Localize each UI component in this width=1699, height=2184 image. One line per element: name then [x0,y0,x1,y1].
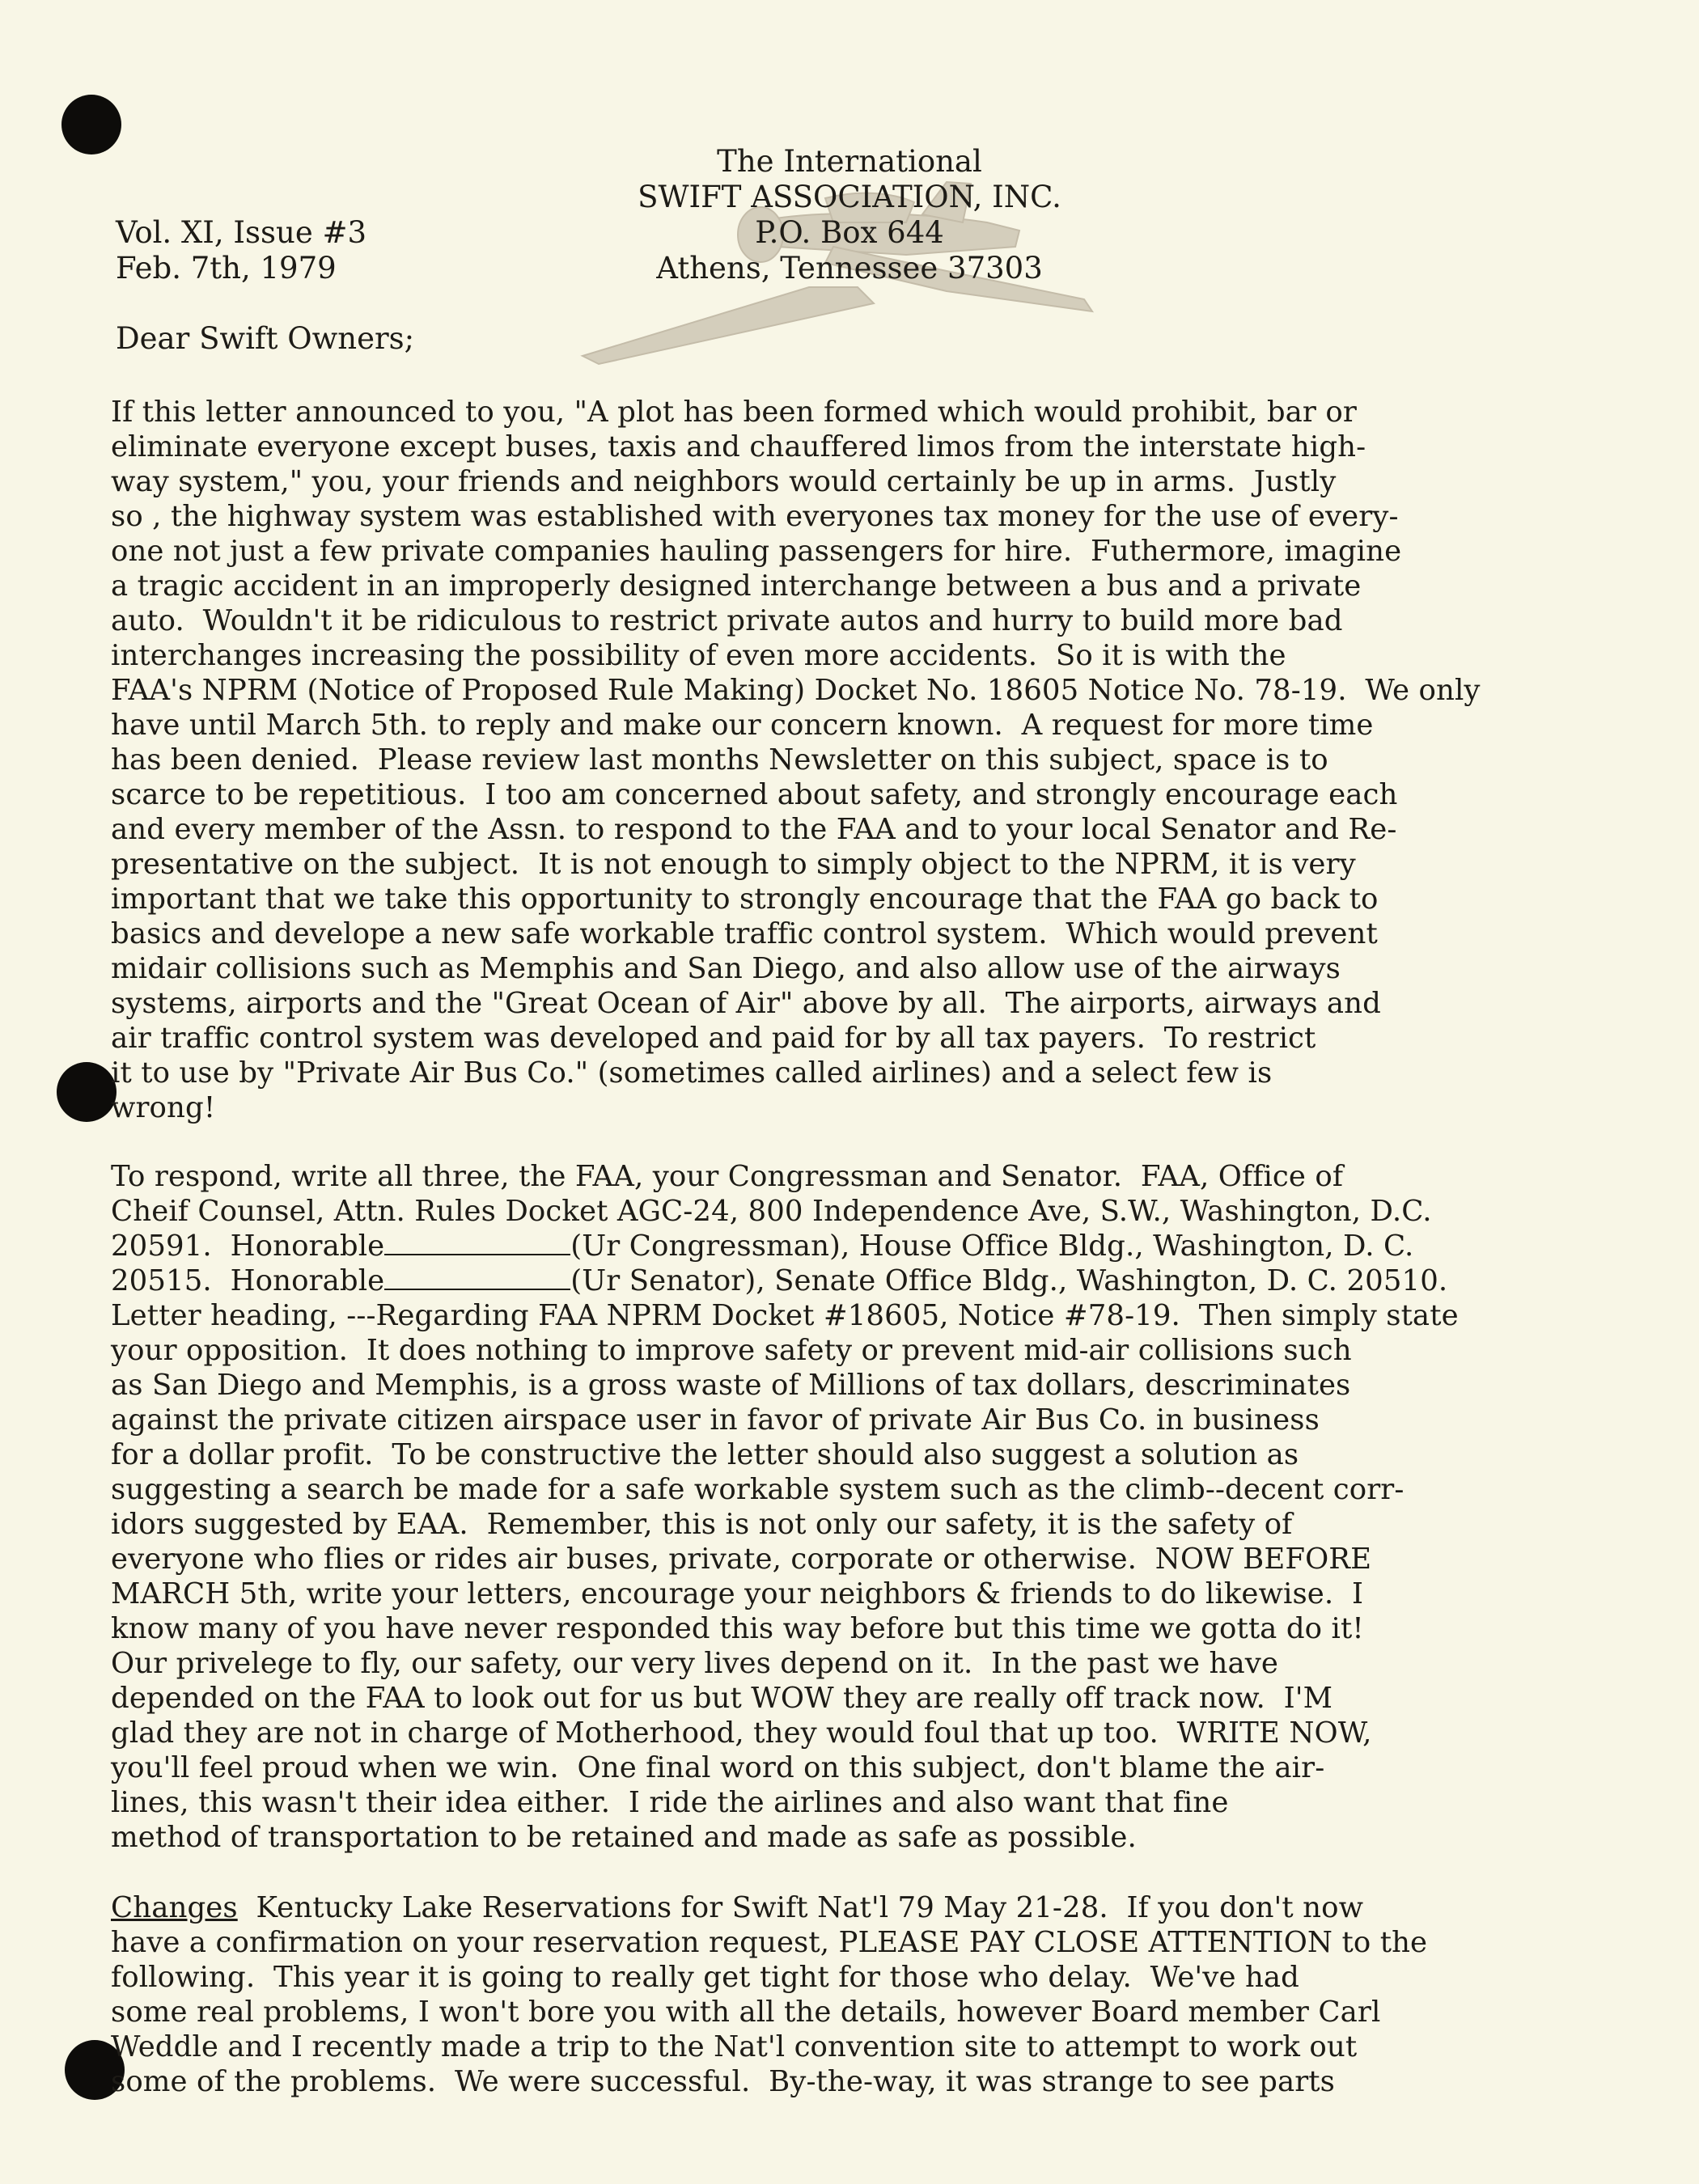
text-line: it to use by "Private Air Bus Co." (sometimes called airlines) and a select few is [111,1056,1273,1090]
masthead-line-3: P.O. Box 644 [755,215,944,250]
text-line: auto. Wouldn't it be ridiculous to restrict private autos and hurry to build more bad [111,604,1343,637]
text-line: Cheif Counsel, Attn. Rules Docket AGC-24, 800 Independence Ave, S.W., Washington, D.C. [111,1195,1432,1228]
text-line: method of transportation to be retained and made as safe as possible. [111,1821,1137,1854]
text-line: Weddle and I recently made a trip to the Nat'l convention site to attempt to work out [111,2030,1358,2063]
text-line: suggesting a search be made for a safe workable system such as the climb--decent corr- [111,1473,1405,1506]
binder-hole-top [61,95,121,154]
paragraph-respond [111,1159,1624,1855]
text-line: scarce to be repetitious. I too am concerned about safety, and strongly encourage each [111,778,1398,811]
masthead-line-4: Athens, Tennessee 37303 [656,251,1043,286]
text-line: everyone who flies or rides air buses, private, corporate or otherwise. NOW BEFORE [111,1543,1372,1576]
text-line: have until March 5th. to reply and make our concern known. A request for more time [111,709,1374,742]
text-line: your opposition. It does nothing to improve safety or prevent mid-air collisions such [111,1334,1352,1367]
changes-heading: Changes [111,1891,238,1924]
text-segment: Kentucky Lake Reservations for Swift Nat'l 79 May 21-28. If you don't now [237,1891,1364,1924]
text-segment: 20591. Honorable [111,1230,385,1263]
text-line: MARCH 5th, write your letters, encourage your neighbors & friends to do likewise. I [111,1577,1364,1610]
text-line: know many of you have never responded this way before but this time we gotta do it! [111,1612,1364,1645]
text-line [111,1263,1624,1298]
text-segment: 20515. Honorable [111,1264,385,1297]
text-line: way system," you, your friends and neighbors would certainly be up in arms. Justly [111,465,1337,498]
text-line: lines, this wasn't their idea either. I ride the airlines and also want that fine [111,1786,1229,1819]
text-segment: (Ur Senator), Senate Office Bldg., Washington, D. C. 20510. [570,1264,1448,1297]
text-line: To respond, write all three, the FAA, your Congressman and Senator. FAA, Office of [111,1160,1344,1193]
text-line: presentative on the subject. It is not enough to simply object to the NPRM, it is very [111,848,1356,881]
text-line: and every member of the Assn. to respond to the FAA and to your local Senator and Re- [111,813,1397,846]
issue-info [116,215,366,286]
text-line: air traffic control system was developed and paid for by all tax payers. To restrict [111,1022,1316,1055]
text-line: have a confirmation on your reservation request, PLEASE PAY CLOSE ATTENTION to the [111,1926,1428,1959]
text-line: midair collisions such as Memphis and San Diego, and also allow use of the airways [111,952,1341,985]
text-line: depended on the FAA to look out for us but WOW they are really off track now. I'M [111,1682,1333,1715]
text-line: has been denied. Please review last months Newsletter on this subject, space is to [111,743,1328,777]
text-line: idors suggested by EAA. Remember, this is not only our safety, it is the safety of [111,1508,1293,1541]
text-line: important that we take this opportunity to strongly encourage that the FAA go back to [111,882,1379,916]
text-line: wrong! [111,1091,216,1124]
text-line: FAA's NPRM (Notice of Proposed Rule Making) Docket No. 18605 Notice No. 78-19. We only [111,674,1481,707]
text-line: one not just a few private companies hauling passengers for hire. Futhermore, imagine [111,535,1402,568]
text-line: If this letter announced to you, "A plot has been formed which would prohibit, bar or [111,396,1357,429]
text-line: basics and develope a new safe workable traffic control system. Which would prevent [111,917,1378,950]
paragraph-nprm [111,395,1624,1125]
masthead [599,144,1100,286]
text-line: systems, airports and the "Great Ocean of Air" above by all. The airports, airways and [111,987,1381,1020]
text-line: a tragic accident in an improperly designed interchange between a bus and a private [111,569,1362,603]
blank-line [384,1264,570,1290]
text-line: interchanges increasing the possibility of even more accidents. So it is with the [111,639,1286,672]
volume-issue: Vol. XI, Issue #3 [116,215,367,250]
text-line: eliminate everyone except buses, taxis and chauffered limos from the interstate high- [111,430,1366,463]
binder-hole-middle [57,1062,117,1122]
text-line: following. This year it is going to really get tight for those who delay. We've had [111,1961,1299,1994]
text-line: glad they are not in charge of Motherhood, they would foul that up too. WRITE NOW, [111,1716,1372,1750]
text-segment: (Ur Congressman), House Office Bldg., Washington, D. C. [570,1230,1414,1263]
text-line: for a dollar profit. To be constructive the letter should also suggest a solution as [111,1438,1299,1471]
text-line [111,1890,1624,1925]
salutation: Dear Swift Owners; [116,321,415,356]
text-line [111,1229,1624,1263]
issue-date: Feb. 7th, 1979 [116,251,337,286]
blank-line [384,1230,570,1255]
text-line: Our privelege to fly, our safety, our very lives depend on it. In the past we have [111,1647,1279,1680]
text-line: some of the problems. We were successful. By-the-way, it was strange to see parts [111,2065,1335,2098]
text-line: against the private citizen airspace user in favor of private Air Bus Co. in business [111,1403,1320,1437]
text-line: so , the highway system was established with everyones tax money for the use of every- [111,500,1399,533]
text-line: Letter heading, ---Regarding FAA NPRM Docket #18605, Notice #78-19. Then simply state [111,1299,1459,1332]
paragraph-changes [111,1890,1624,2099]
masthead-line-1: The International [717,144,982,179]
text-line: you'll feel proud when we win. One final word on this subject, don't blame the air- [111,1751,1325,1784]
text-line: some real problems, I won't bore you with all the details, however Board member Carl [111,1996,1381,2029]
masthead-line-2: SWIFT ASSOCIATION, INC. [638,180,1061,214]
text-line: as San Diego and Memphis, is a gross waste of Millions of tax dollars, descriminates [111,1369,1351,1402]
